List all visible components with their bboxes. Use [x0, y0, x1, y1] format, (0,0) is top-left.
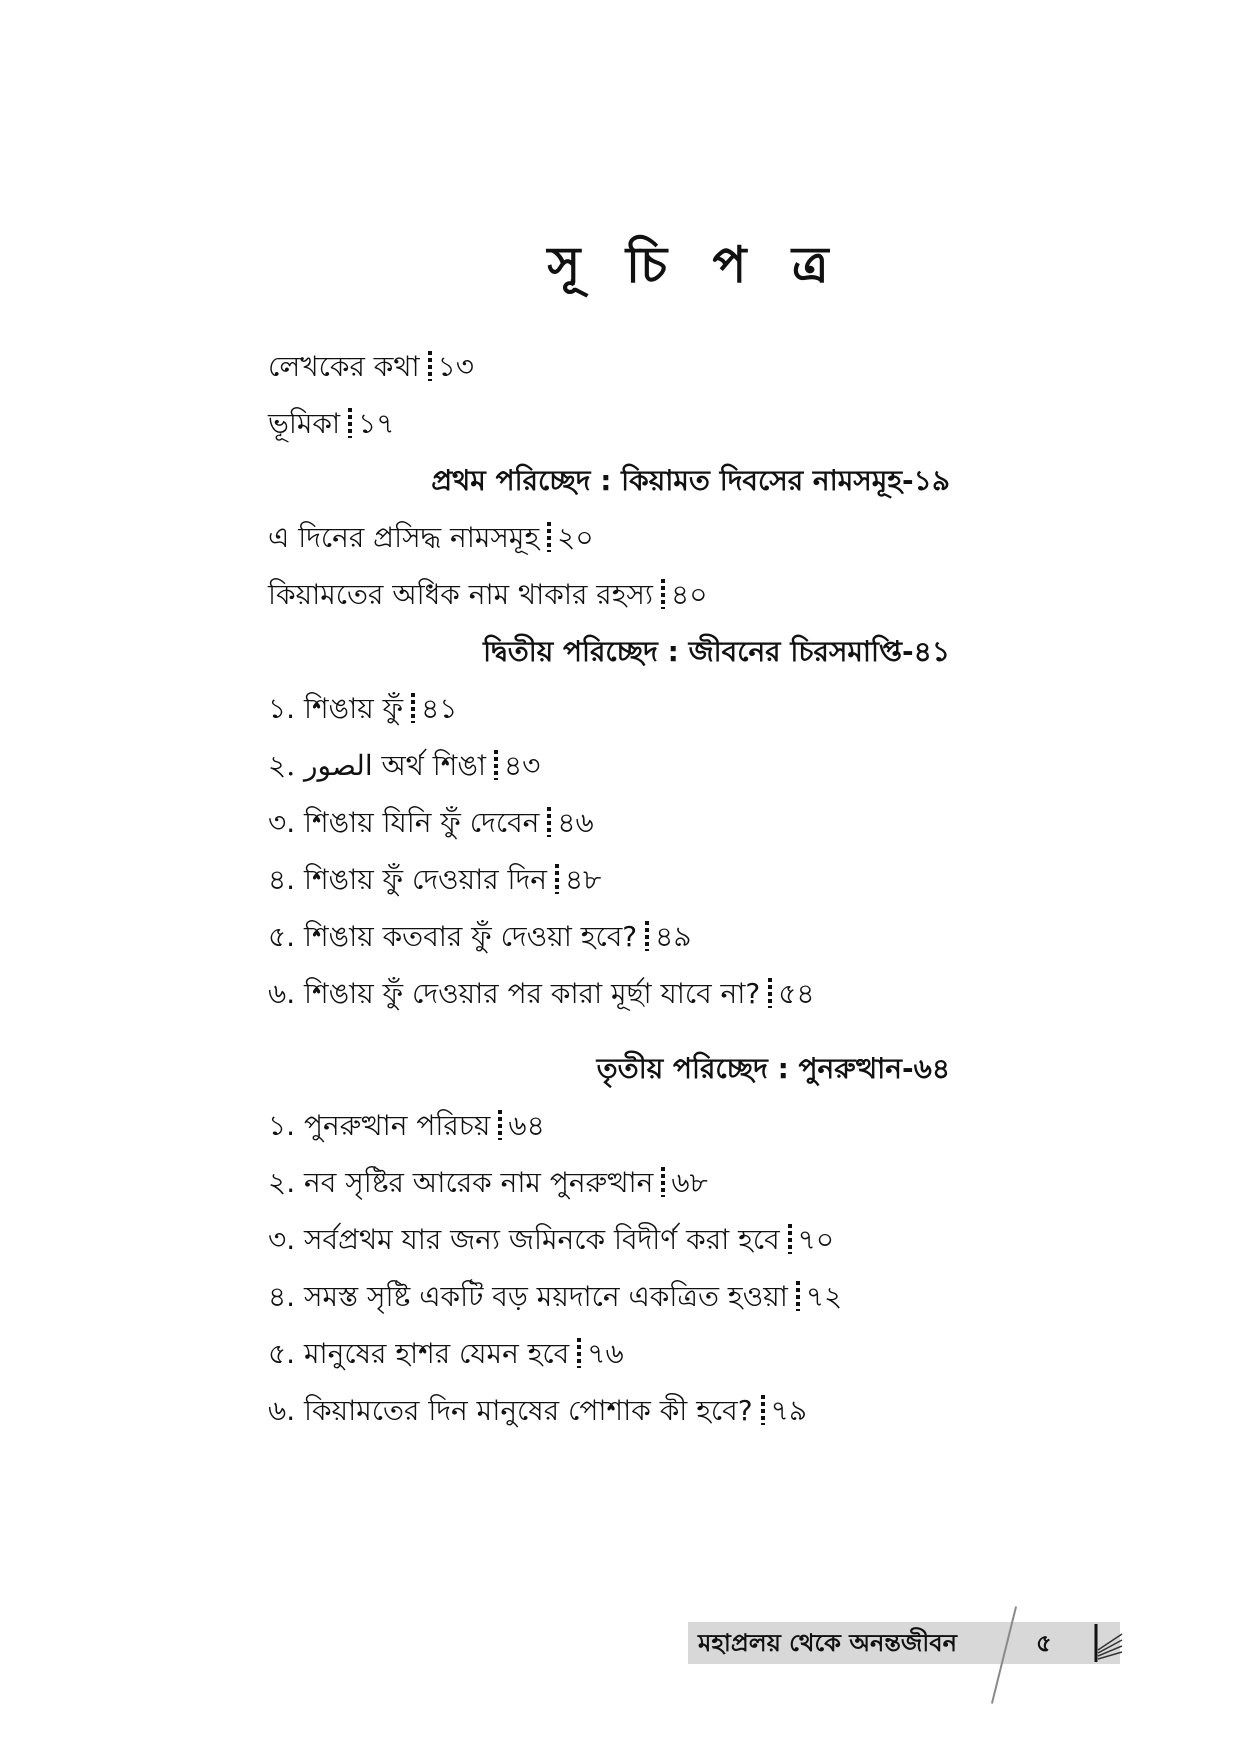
entry-title: ১. পুনরুত্থান পরিচয়: [268, 1109, 491, 1142]
toc-entry: [268, 917, 988, 974]
toc-entry: [268, 575, 988, 632]
dotted-separator: [768, 978, 772, 1008]
page-stack-icon: [1092, 1620, 1124, 1666]
toc-entry: [268, 518, 988, 575]
dotted-separator: [645, 921, 649, 951]
footer-page-number: ৫: [1036, 1629, 1052, 1657]
dotted-separator: [796, 1281, 800, 1311]
dotted-separator: [788, 1224, 792, 1254]
footer-book-title: মহাপ্রলয় থেকে অনন্তজীবন: [698, 1629, 957, 1657]
toc-entry: [268, 974, 988, 1031]
entry-title: ভূমিকা: [268, 407, 341, 440]
dotted-separator: [661, 1167, 665, 1197]
entry-page-number: ১৭: [358, 407, 395, 440]
entry-page-number: ৪০: [671, 578, 708, 611]
entry-page-number: ৪৮: [565, 863, 602, 896]
dotted-separator: [661, 579, 665, 609]
entry-page-number: ১৩: [437, 350, 474, 383]
entry-title: ৩. শিঙায় যিনি ফুঁ দেবেন: [268, 806, 540, 839]
dotted-separator: [411, 693, 415, 723]
entry-title: ৩. সর্বপ্রথম যার জন্য জমিনকে বিদীর্ণ করা হবে: [268, 1223, 780, 1256]
entry-page-number: ৬৮: [671, 1166, 708, 1199]
entry-title: ৫. মানুষের হাশর যেমন হবে: [268, 1337, 570, 1370]
entry-title: লেখকের কথা: [268, 350, 420, 383]
toc-entry: [268, 347, 988, 404]
dotted-separator: [494, 750, 498, 780]
toc-entry: [268, 1220, 988, 1277]
entry-title: ৬. কিয়ামতের দিন মানুষের পোশাক কী হবে?: [268, 1394, 753, 1427]
entry-title: ২. নব সৃষ্টির আরেক নাম পুনরুত্থান: [268, 1166, 654, 1199]
entry-title: ২. الصور অর্থ শিঙা: [268, 749, 487, 782]
toc-entry: [268, 860, 988, 917]
dotted-separator: [547, 522, 551, 552]
dotted-separator: [547, 807, 551, 837]
dotted-separator: [348, 408, 352, 438]
toc-entry: [268, 1391, 988, 1448]
toc-entry: [268, 746, 988, 803]
toc-entry: [268, 1277, 988, 1334]
toc-entry: [268, 1163, 988, 1220]
dotted-separator: [555, 864, 559, 894]
entry-page-number: ৬৪: [508, 1109, 545, 1142]
entry-title: ৬. শিঙায় ফুঁ দেওয়ার পর কারা মূর্ছা যাবে না?: [268, 977, 761, 1010]
dotted-separator: [498, 1110, 502, 1140]
entry-page-number: ২০: [557, 521, 594, 554]
entry-title: এ দিনের প্রসিদ্ধ নামসমূহ: [268, 521, 540, 554]
dotted-separator: [761, 1395, 765, 1425]
entry-page-number: ৫৪: [778, 977, 815, 1010]
dotted-separator: [577, 1338, 581, 1368]
toc-entry: [268, 689, 988, 746]
chapter-heading: দ্বিতীয় পরিচ্ছেদ : জীবনের চিরসমাপ্তি-৪১: [483, 635, 950, 668]
entry-page-number: ৭২: [805, 1280, 843, 1313]
toc-entry: [268, 1106, 988, 1163]
toc-entry: [268, 803, 988, 860]
entry-title: ৪. সমস্ত সৃষ্টি একটি বড় ময়দানে একত্রিত হওয়া: [268, 1280, 788, 1313]
entry-page-number: ৪৩: [504, 749, 541, 782]
entry-page-number: ৭৬: [587, 1337, 624, 1370]
entry-title: ৪. শিঙায় ফুঁ দেওয়ার দিন: [268, 863, 547, 896]
entry-title: কিয়ামতের অধিক নাম থাকার রহস্য: [268, 578, 654, 611]
entry-title: ৫. শিঙায় কতবার ফুঁ দেওয়া হবে?: [268, 920, 638, 953]
toc-entry: [268, 404, 988, 461]
entry-title: ১. শিঙায় ফুঁ: [268, 692, 404, 725]
entry-page-number: ৪১: [421, 692, 458, 725]
chapter-heading: প্রথম পরিচ্ছেদ : কিয়ামত দিবসের নামসমূহ-১৯: [431, 464, 950, 497]
entry-page-number: ৭০: [797, 1223, 835, 1256]
page-title: সূ চি প ত্র: [547, 236, 843, 294]
table-of-contents: [268, 347, 988, 1448]
toc-entry: [268, 1334, 988, 1391]
entry-page-number: ৪৬: [557, 806, 594, 839]
entry-page-number: ৪৯: [655, 920, 692, 953]
chapter-heading: তৃতীয় পরিচ্ছেদ : পুনরুত্থান-৬৪: [596, 1052, 950, 1085]
entry-page-number: ৭৯: [770, 1394, 807, 1427]
dotted-separator: [428, 351, 432, 381]
